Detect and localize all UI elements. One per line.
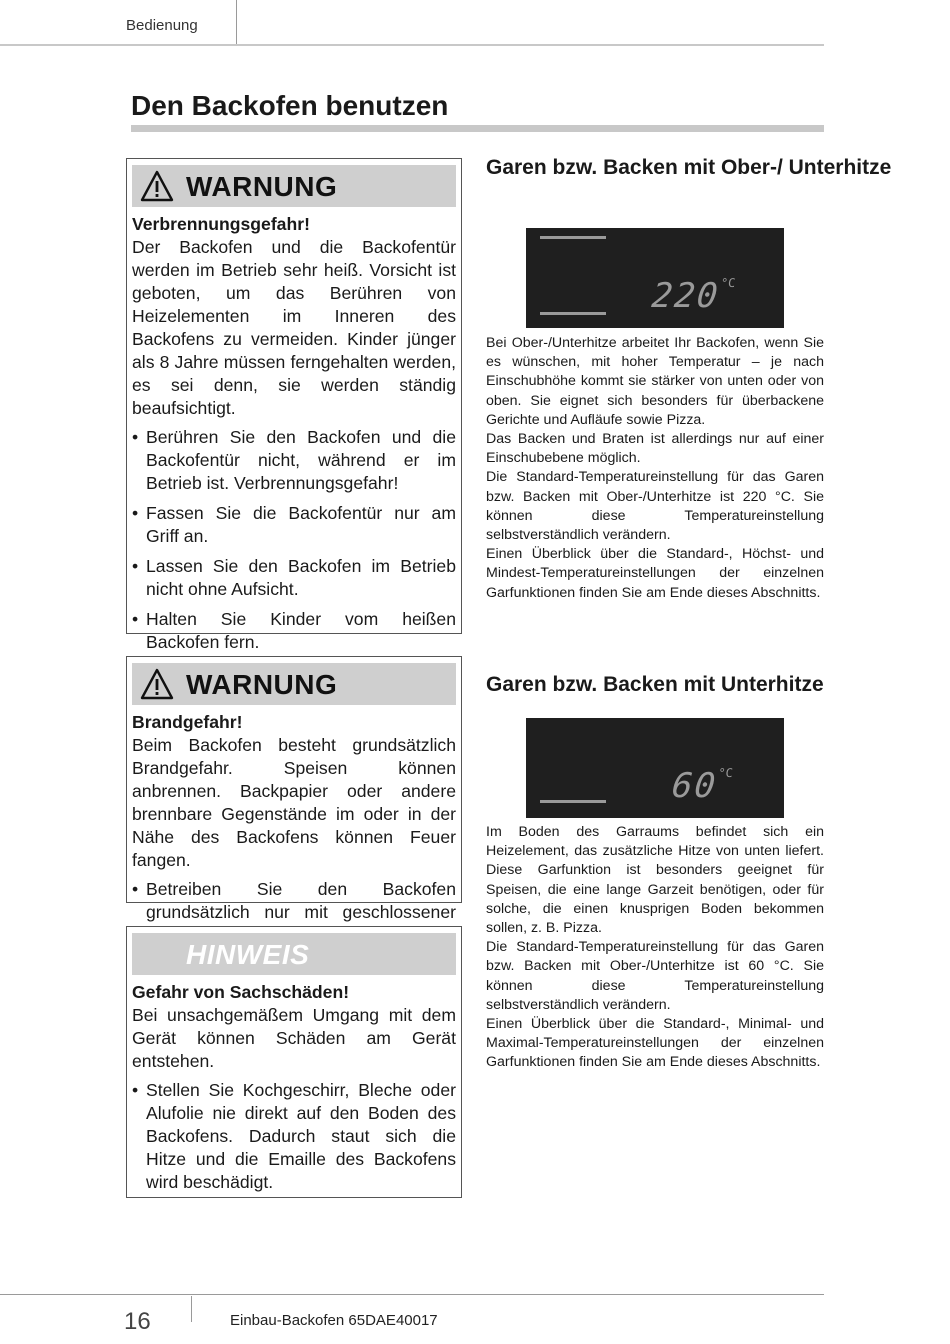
notice-bullets [132,1079,456,1194]
notice-subtitle: Gefahr von Sachschäden! [132,982,350,1002]
display-segment-top [540,236,606,239]
bullet-item: • Betreiben Sie den Backofen grundsätzlich nur mit geschlossener [132,878,456,947]
temperature-value: 220 [649,276,722,316]
warning-bullets [132,426,456,654]
notice-label: HINWEIS [186,939,310,970]
title-rule [131,125,824,132]
paragraph: Bei Ober-/Unterhitze arbeitet Ihr Backofen, wenn Sie es wünschen, mit hoher Temperatur – je nach Einschubhöhe kommt sie stärker von unten oder von oben. Sie eignet sich besonders für überbackene Gerichte und Aufläufe sowie Pizza. [486,335,824,428]
paragraph: Einen Überblick über die Standard-, Minimal- und Maximal-Temperatureinstellungen der einzelnen Garfunktionen finden Sie am Ende dieses Abschnitts. [486,1016,824,1071]
section-heading-bottom-heat: Garen bzw. Backen mit Unterhitze [486,673,824,696]
warning-banner [132,663,456,705]
notice-text: Bei unsachgemäßem Umgang mit dem Gerät können Schäden am Gerät entstehen. [132,1005,456,1071]
warning-banner [132,165,456,207]
header-rule [0,44,824,46]
warning-box-burn [126,158,462,652]
display-segment-bottom [540,800,606,803]
paragraph: Die Standard-Temperatureinstellung für das Garen bzw. Backen mit Ober-/Unterhitze ist 220 °C. Sie können diese Temperatureinstellung selbstverständlich verändern. [486,469,824,544]
paragraph: Im Boden des Garraums befindet sich ein Heizelement, das zusätzliche Hitze von unten liefert. Diese Garfunktion ist besonders geeignet für Speisen, die eine lange Garzeit benötigen, oder für solche, die einen knusprigen Boden bekommen sollen, z. B. Pizza. [486,824,824,937]
section-heading-top-bottom-heat: Garen bzw. Backen mit Ober-/ Unterhitze [486,156,892,179]
display-temperature [670,766,734,806]
warning-box-fire [126,656,462,922]
display-segment-bottom [540,312,606,315]
section-text-top-bottom-heat [486,334,824,603]
temperature-unit: °C [720,276,736,290]
warning-label: WARNUNG [186,171,338,202]
bullet-item: • Halten Sie Kinder vom heißen Backofen fern. [132,608,456,654]
running-header: Bedienung [126,17,198,34]
oven-display-220 [526,228,784,328]
paragraph: Das Backen und Braten ist allerdings nur auf einer Einschubebene möglich. [486,431,824,467]
oven-display-60 [526,718,784,818]
paragraph: Die Standard-Temperatureinstellung für das Garen bzw. Backen mit Ober-/Unterhitze ist 60 °C. Sie können diese Temperatureinstellung selbstverständlich verändern. [486,939,824,1013]
paragraph: Einen Überblick über die Standard-, Höchst- und Mindest-Temperatureinstellungen der einzelnen Garfunktionen finden Sie am Ende dieses Abschnitts. [486,546,824,601]
warning-label: WARNUNG [186,669,338,700]
page-title: Den Backofen benutzen [131,90,449,121]
bullet-item: • Stellen Sie Kochgeschirr, Bleche oder Alufolie nie direkt auf den Boden des Backofens. Dadurch staut sich die Hitze und die Emaille des Backofens wird beschädigt. [132,1079,456,1194]
display-temperature [650,276,736,316]
footer-divider [191,1296,192,1322]
warning-subtitle: Brandgefahr! [132,712,243,732]
warning-triangle-icon [140,170,174,202]
temperature-value: 60 [669,766,720,806]
temperature-unit: °C [717,766,734,780]
warning-subtitle: Verbrennungsgefahr! [132,214,310,234]
warning-text: Der Backofen und die Backofentür werden im Betrieb sehr heiß. Vorsicht ist geboten, um das Berühren von Heizelementen im Inneren des Backofens zu vermeiden. Kinder jünger als 8 Jahre müssen ferngehalten werden, es sei denn, sie werden ständig beaufsichtigt. [132,237,456,418]
notice-banner [132,933,456,975]
header-divider [236,0,237,44]
warning-triangle-icon [140,668,174,700]
footer-product-text: Einbau-Backofen 65DAE40017 [230,1312,438,1329]
bullet-item: • Fassen Sie die Backofentür nur am Griff an. [132,502,456,548]
bullet-item: • Berühren Sie den Backofen und die Backofentür nicht, während er im Betrieb ist. Verbrennungsgefahr! [132,426,456,495]
footer-rule [0,1294,824,1295]
warning-text: Beim Backofen besteht grundsätzlich Brandgefahr. Speisen können anbrennen. Backpapier oder andere brennbare Gegenstände im oder in der Nähe des Backofens können Feuer fangen. [132,735,456,870]
notice-box [126,926,462,1198]
bullet-item: • Lassen Sie den Backofen im Betrieb nicht ohne Aufsicht. [132,555,456,601]
page-number: 16 [124,1308,151,1335]
section-text-bottom-heat [486,823,824,1073]
